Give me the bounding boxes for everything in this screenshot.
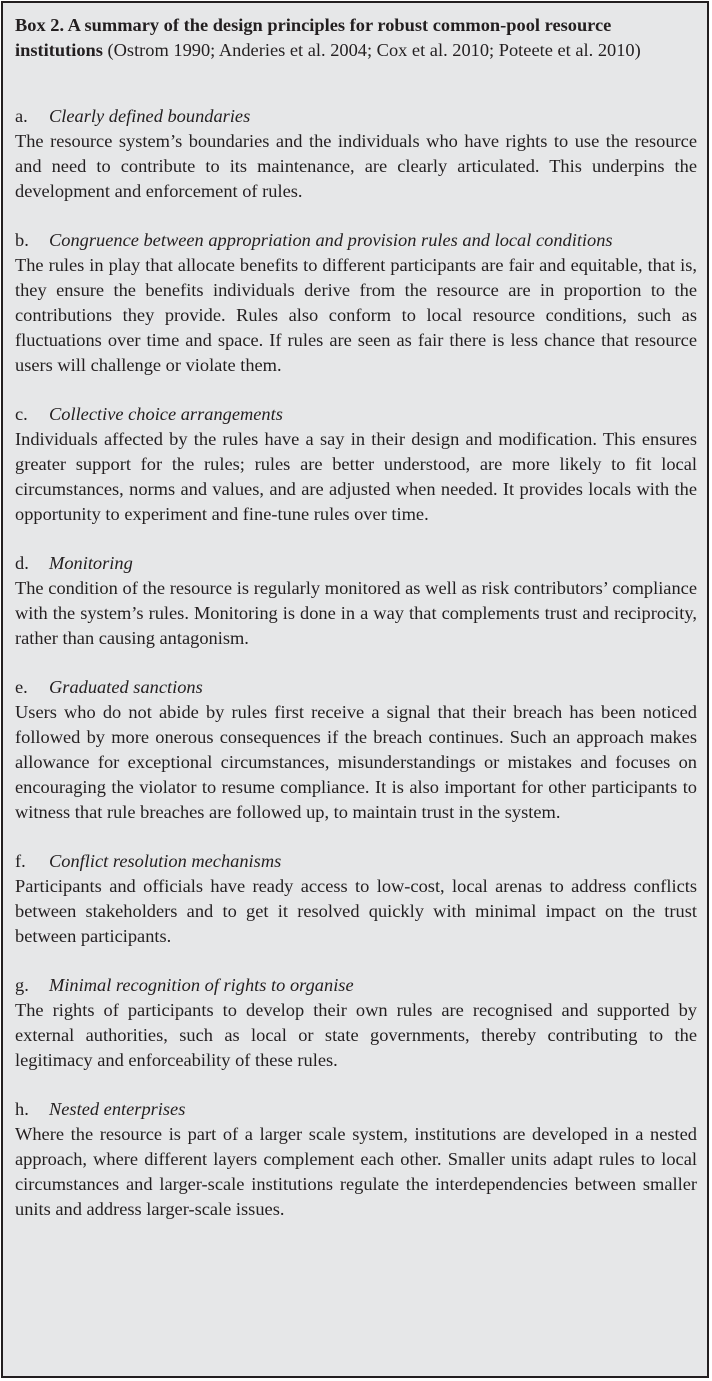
box-title-citations: (Ostrom 1990; Anderies et al. 2004; Cox et al. 2010; Poteete et al. 2010) — [102, 40, 641, 60]
principle-heading — [15, 228, 697, 253]
principle-letter: a. — [15, 106, 28, 126]
principle-heading — [15, 551, 697, 576]
principle-item-g — [15, 973, 697, 1073]
principle-item-c — [15, 402, 697, 527]
principle-body: The condition of the resource is regularly monitored as well as risk contributors’ compliance with the system’s rules. Monitoring is done in a way that complements trust and reciprocity, rather than causing antagonism. — [15, 578, 697, 648]
principle-letter: g. — [15, 975, 29, 995]
principle-letter: e. — [15, 677, 28, 697]
principle-heading-text: Nested enterprises — [49, 1099, 186, 1119]
principle-heading-text: Monitoring — [49, 553, 133, 573]
principle-heading-text: Congruence between appropriation and provision rules and local conditions — [49, 230, 613, 250]
box-title — [15, 13, 697, 63]
principle-letter: d. — [15, 553, 29, 573]
principle-item-d — [15, 551, 697, 651]
design-principles-box — [1, 1, 709, 1378]
principle-heading-text: Collective choice arrangements — [49, 404, 283, 424]
principle-body: Individuals affected by the rules have a say in their design and modification. This ensures greater support for the rules; rules are better understood, are more likely to fit local circumstances, norms and values, and are adjusted when needed. It provides locals with the opportunity to experiment and fine-tune rules over time. — [15, 429, 697, 524]
principle-heading-text: Conflict resolution mechanisms — [49, 851, 282, 871]
box-title-bold: Box 2. A summary of the design principles for robust common-pool resource institutions — [15, 15, 612, 60]
principle-item-b — [15, 228, 697, 378]
principle-item-a — [15, 104, 697, 204]
principle-heading — [15, 104, 697, 129]
principle-heading — [15, 1097, 697, 1122]
principle-letter: b. — [15, 230, 29, 250]
principle-letter: c. — [15, 404, 28, 424]
principle-item-h — [15, 1097, 697, 1222]
principle-heading-text: Minimal recognition of rights to organise — [49, 975, 354, 995]
principle-body: The rules in play that allocate benefits to different participants are fair and equitable, that is, they ensure the benefits individuals derive from the resource are in proportion to the contributions they provide. Rules also conform to local resource conditions, such as fluctuations over time and space. If rules are seen as fair there is less chance that resource users will challenge or violate them. — [15, 255, 697, 375]
principle-body: The resource system’s boundaries and the individuals who have rights to use the resource and need to contribute to its maintenance, are clearly articulated. This underpins the development and enforcement of rules. — [15, 131, 697, 201]
principle-body: Participants and officials have ready access to low-cost, local arenas to address conflicts between stakeholders and to get it resolved quickly with minimal impact on the trust between participants. — [15, 876, 697, 946]
principle-heading — [15, 973, 697, 998]
principle-body: Users who do not abide by rules first receive a signal that their breach has been noticed followed by more onerous consequences if the breach continues. Such an approach makes allowance for exceptional circumstances, misunderstandings or mistakes and focuses on encouraging the violator to resume compliance. It is also important for other participants to witness that rule breaches are followed up, to maintain trust in the system. — [15, 702, 697, 822]
principle-letter: h. — [15, 1099, 29, 1119]
principle-heading-text: Graduated sanctions — [49, 677, 203, 697]
principle-body: Where the resource is part of a larger scale system, institutions are developed in a nested approach, where different layers complement each other. Smaller units adapt rules to local circumstances and larger-scale institutions regulate the interdependencies between smaller units and address larger-scale issues. — [15, 1124, 697, 1219]
principle-letter: f. — [15, 851, 26, 871]
principle-item-f — [15, 849, 697, 949]
principle-heading — [15, 402, 697, 427]
principle-item-e — [15, 675, 697, 825]
principle-body: The rights of participants to develop their own rules are recognised and supported by external authorities, such as local or state governments, thereby contributing to the legitimacy and enforceability of these rules. — [15, 1000, 697, 1070]
principle-heading — [15, 675, 697, 700]
principle-heading-text: Clearly defined boundaries — [49, 106, 251, 126]
principle-heading — [15, 849, 697, 874]
